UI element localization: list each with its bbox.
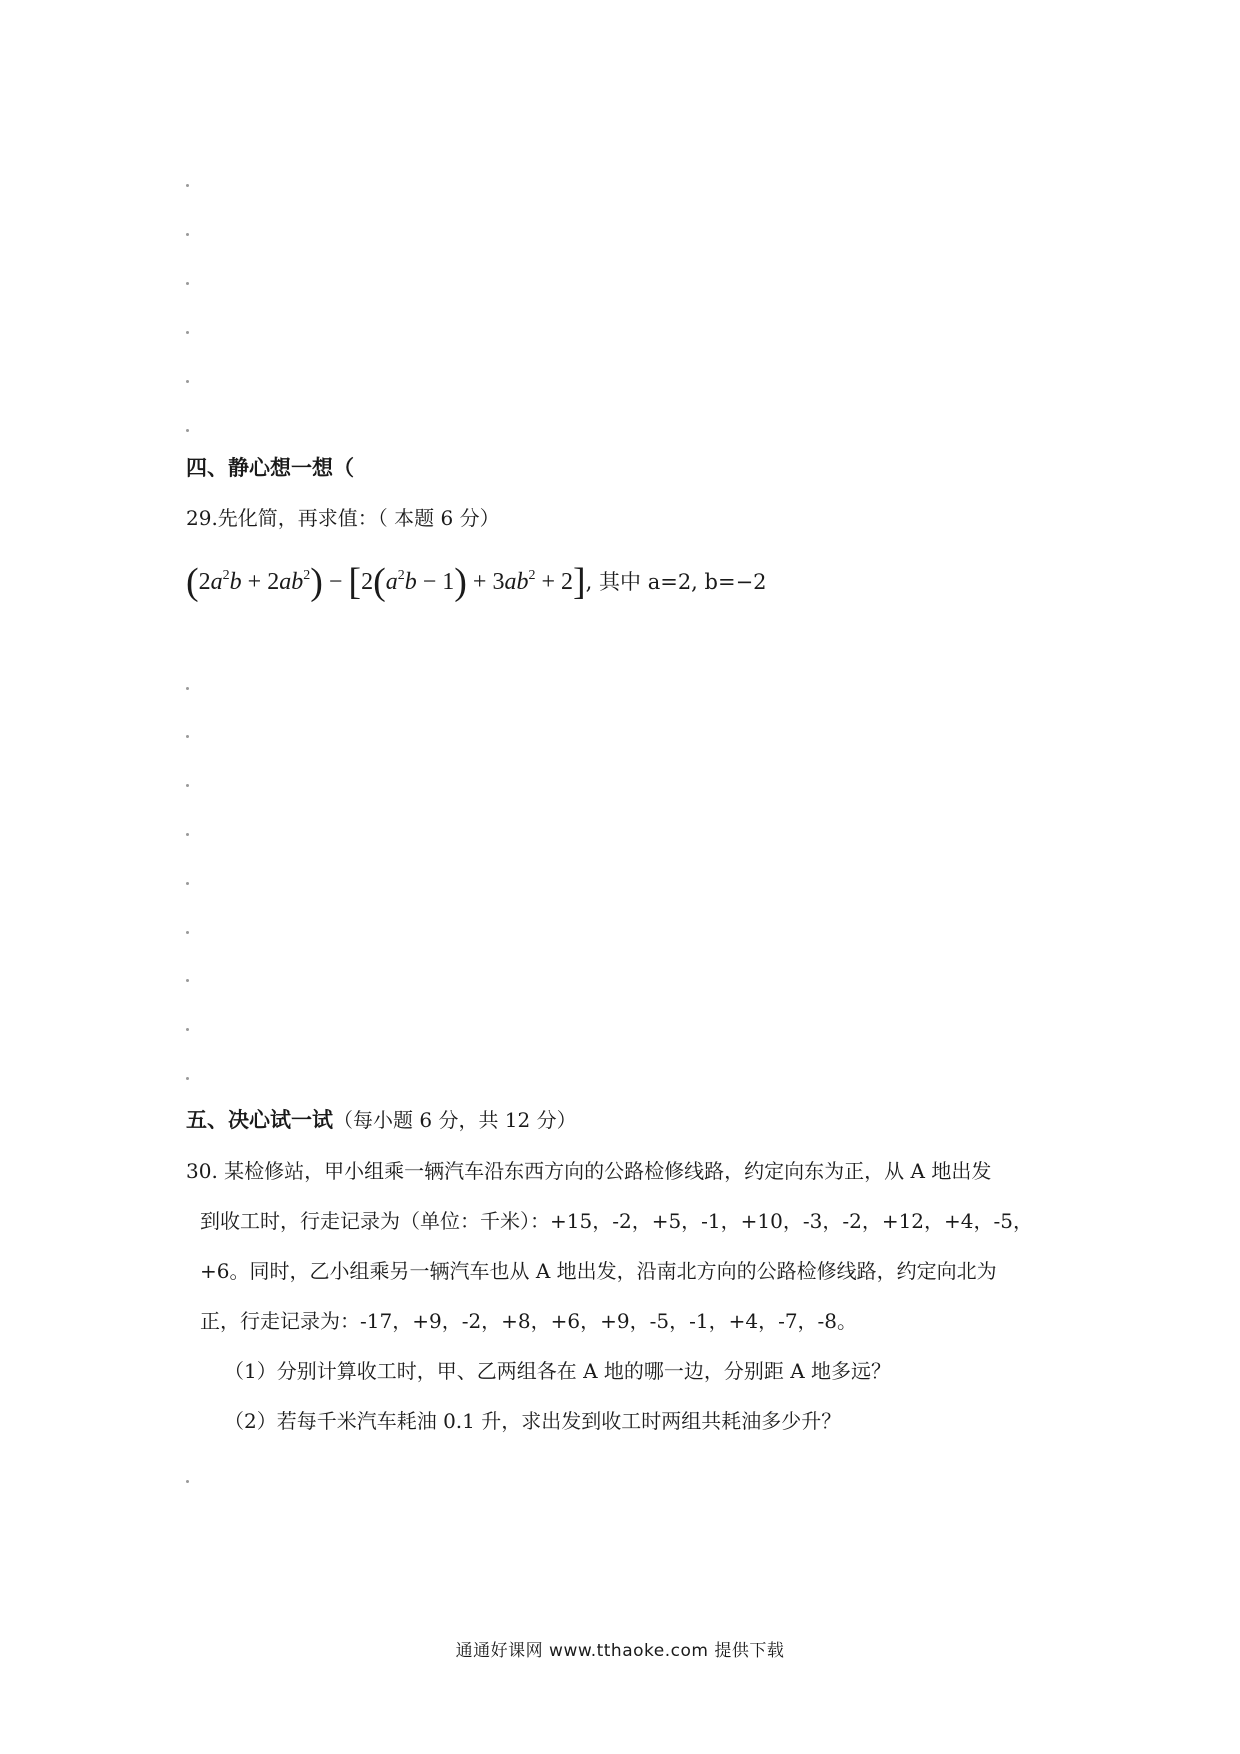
blank-line-marker (186, 1077, 189, 1080)
blank-line-marker (186, 784, 189, 787)
question-29-formula: $(2a^2b + 2ab^2) - [2(a^2b - 1) + 3ab^2 + 2]$, 其中 a=2, b=−2 (186, 561, 767, 603)
question-30-line-2: 到收工时，行走记录为（单位：千米）：+15，-2，+5，-1，+10，-3，-2，+12，+4，-5， (200, 1209, 1033, 1233)
blank-line-marker (186, 184, 189, 187)
question-29-title: 29.先化简，再求值：（ 本题 6 分） (186, 506, 500, 530)
blank-line-marker (186, 882, 189, 885)
blank-line-marker (186, 687, 189, 690)
blank-line-marker (186, 1028, 189, 1031)
question-30-line-4: 正，行走记录为：-17，+9，-2，+8，+6，+9，-5，-1，+4，-7，-8。 (200, 1309, 858, 1333)
blank-line-marker (186, 931, 189, 934)
blank-line-marker (186, 1480, 189, 1483)
question-30-sub-1: （1）分别计算收工时，甲、乙两组各在 A 地的哪一边，分别距 A 地多远？ (224, 1359, 892, 1383)
question-30-line-3: +6。同时，乙小组乘另一辆汽车也从 A 地出发，沿南北方向的公路检修线路，约定向北为 (200, 1259, 997, 1283)
blank-line-marker (186, 331, 189, 334)
question-30-line-1: 30. 某检修站，甲小组乘一辆汽车沿东西方向的公路检修线路，约定向东为正，从 A 地出发 (186, 1159, 992, 1183)
section-5-heading: 五、决心试一试（每小题 6 分，共 12 分） (186, 1107, 577, 1132)
blank-line-marker (186, 429, 189, 432)
section-5-note: （每小题 6 分，共 12 分） (333, 1108, 577, 1132)
page-footer: 通通好课网 www.tthaoke.com 提供下载 (455, 1641, 785, 1661)
blank-line-marker (186, 833, 189, 836)
blank-line-marker (186, 735, 189, 738)
section-4-heading: 四、静心想一想（ (186, 455, 354, 480)
question-30-sub-2: （2）若每千米汽车耗油 0.1 升，求出发到收工时两组共耗油多少升？ (224, 1409, 842, 1433)
blank-line-marker (186, 233, 189, 236)
blank-line-marker (186, 282, 189, 285)
blank-line-marker (186, 979, 189, 982)
blank-line-marker (186, 380, 189, 383)
formula-condition: , 其中 a=2, b=−2 (585, 570, 767, 594)
